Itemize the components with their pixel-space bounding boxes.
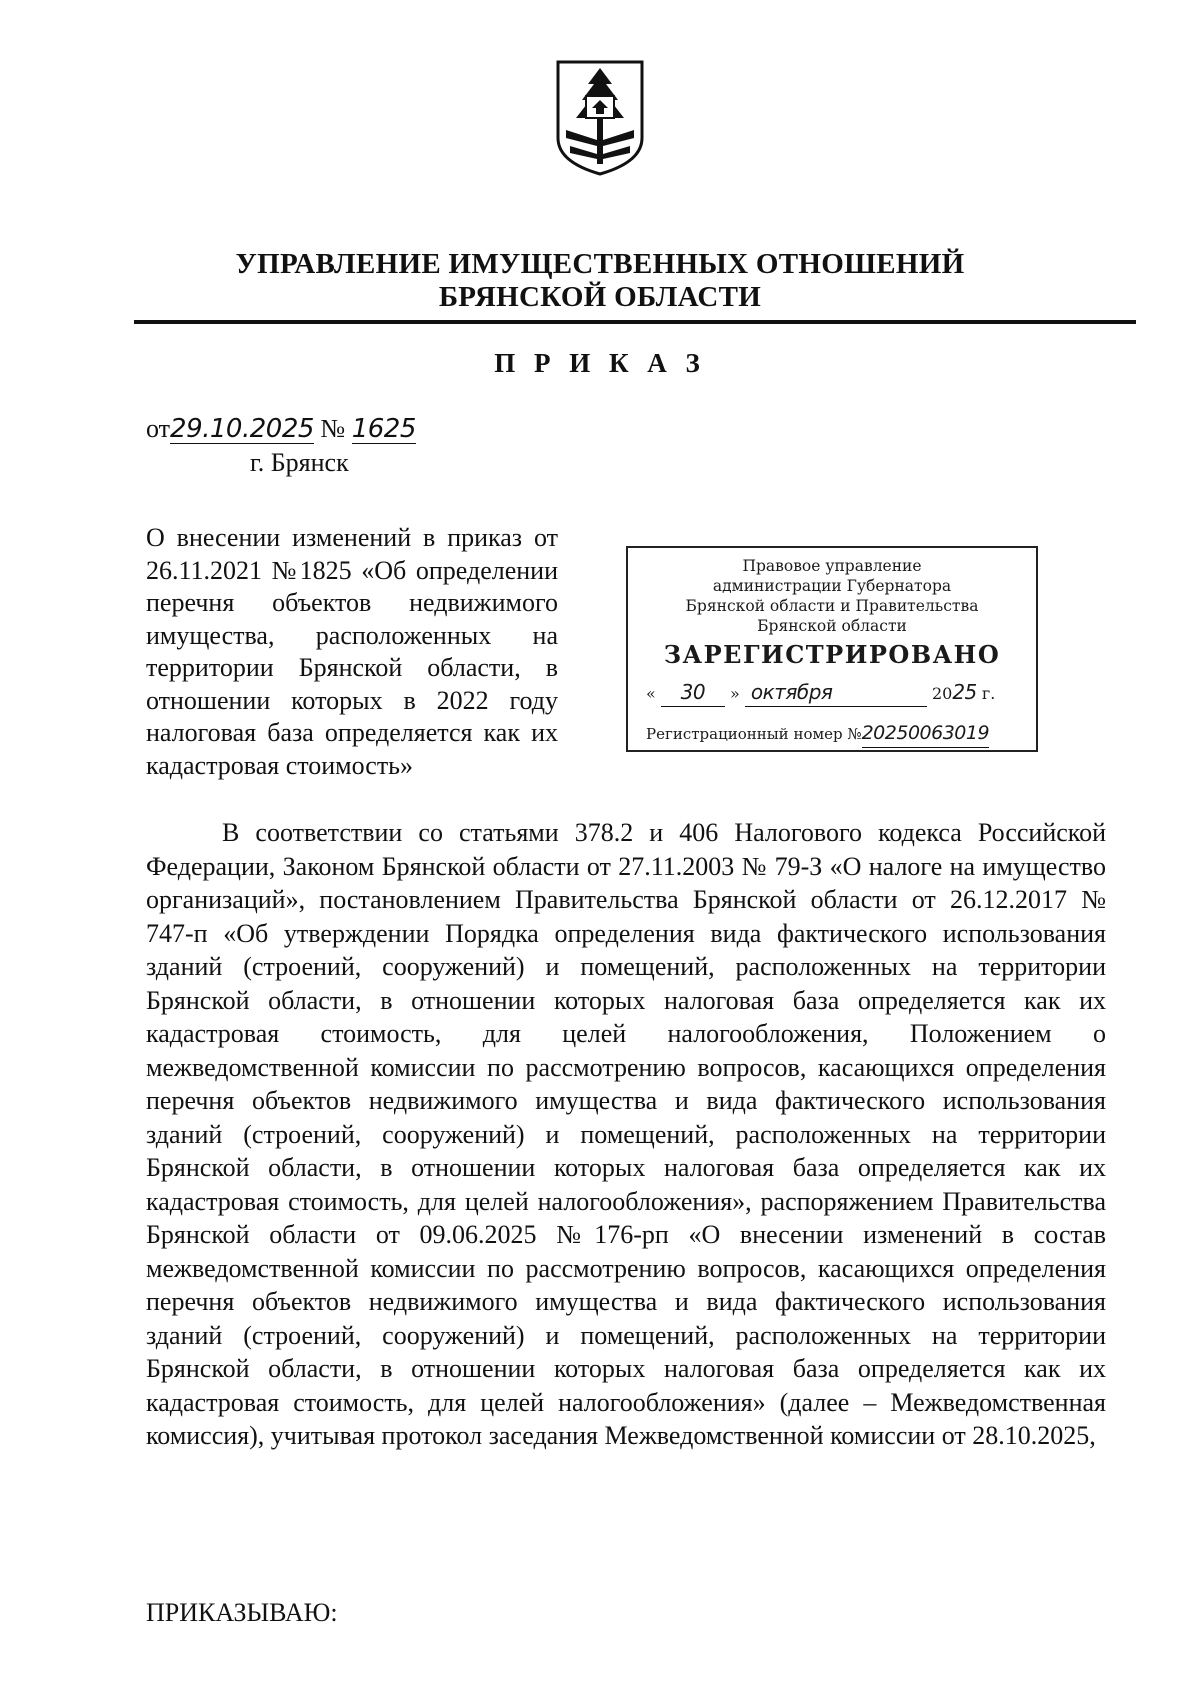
header-divider	[134, 320, 1136, 324]
stamp-line4: Брянской области	[757, 617, 907, 635]
stamp-date-line	[628, 678, 1036, 707]
city: г. Брянск	[250, 448, 349, 477]
order-directive: ПРИКАЗЫВАЮ:	[146, 1598, 338, 1627]
body-paragraph: В соответствии со статьями 378.2 и 406 Налогового кодекса Российской Федерации, Законом Брянской области от 27.11.2003 № 79-З «О налоге на имущество организаций», постановлением Правительства Брянской области от 26.12.2017 № 747-п «Об утверждении Порядка определения вида фактического использования зданий (строений, сооружений) и помещений, расположенных на территории Брянской области, в отношении которых налоговая база определяется как их кадастровая стоимость, для целей налогообложения, Положением о межведомственной комиссии по рассмотрению вопросов, касающихся определения перечня объектов недвижимого имущества и вида фактического использования зданий (строений, сооружений) и помещений, расположенных на территории Брянской области, в отношении которых налоговая база определяется как их кадастровая стоимость, для целей налогообложения», распоряжением Правительства Брянской области от 09.06.2025 №176-рп «О внесении изменений в состав межведомственной комиссии по рассмотрению вопросов, касающихся определения перечня объектов недвижимого имущества и вида фактического использования зданий (строений, сооружений) и помещений, расположенных на территории Брянской области, в отношении которых налоговая база определяется как их кадастровая стоимость, для целей налогообложения» (далее – Межведомственная комиссия), учитывая протокол заседания Межведомственной комиссии от 28.10.2025,	[146, 818, 1106, 1450]
organization-name-line2: БРЯНСКОЙ ОБЛАСТИ	[438, 281, 762, 313]
stamp-number-line	[628, 719, 1036, 748]
bryansk-coat-of-arms-icon	[552, 58, 648, 178]
stamp-reg-number: 20250063019	[862, 719, 989, 748]
stamp-month: октября	[745, 678, 927, 707]
subject-text: О внесении изменений в приказ от 26.11.2021 №1825 «Об определении перечня объектов недвижимого имущества, расположенных на территории Брянской области, в отношении которых в 2022 году налоговая база определяется как их кадастровая стоимость»	[146, 523, 558, 780]
stamp-open-quote: «	[646, 684, 656, 703]
order-subject	[146, 522, 558, 782]
document-title: П Р И К А З	[494, 348, 706, 378]
registration-stamp	[626, 546, 1038, 752]
date-prefix: от	[146, 414, 171, 443]
order-date: 29.10.2025	[170, 414, 314, 444]
stamp-day: 30	[661, 678, 725, 707]
order-date-line	[146, 414, 416, 444]
stamp-year-suffix: 25	[952, 680, 977, 704]
stamp-registered: ЗАРЕГИСТРИРОВАНО	[663, 640, 1001, 669]
stamp-reg-label: Регистрационный номер №	[646, 725, 862, 743]
stamp-year-unit: г.	[981, 684, 996, 703]
stamp-line3: Брянской области и Правительства	[685, 597, 979, 615]
organization-name-line1: УПРАВЛЕНИЕ ИМУЩЕСТВЕННЫХ ОТНОШЕНИЙ	[235, 248, 965, 280]
number-label: №	[320, 414, 346, 443]
stamp-close-quote: »	[729, 684, 740, 703]
stamp-line2: администрации Губернатора	[712, 577, 952, 595]
order-number: 1625	[351, 414, 416, 444]
stamp-line1: Правовое управление	[742, 557, 922, 575]
stamp-year-prefix: 20	[931, 684, 953, 703]
